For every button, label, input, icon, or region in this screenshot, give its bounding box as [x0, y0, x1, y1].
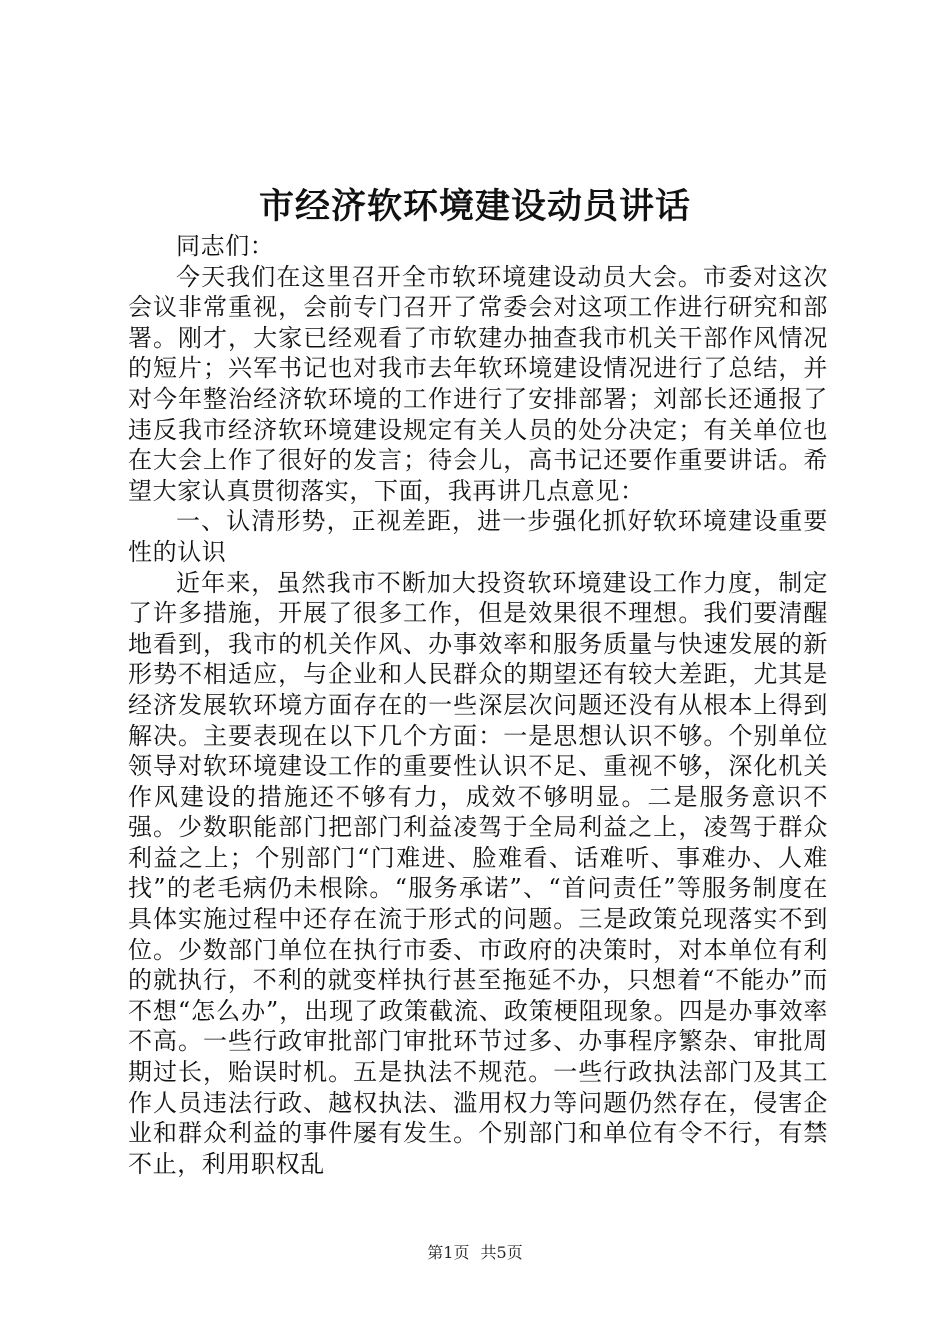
page-number: 第1页: [427, 1243, 470, 1262]
page-total: 共5页: [480, 1243, 523, 1262]
body-paragraph: 近年来，虽然我市不断加大投资软环境建设工作力度，制定了许多措施，开展了很多工作，但是效果很不理想。我们要清醒地看到，我市的机关作风、办事效率和服务质量与快速发展的新形势不相适应，与企业和人民群众的期望还有较大差距，尤其是经济发展软环境方面存在的一些深层次问题还没有从根本上得到解决。主要表现在以下几个方面：一是思想认识不够。个别单位领导对软环境建设工作的重要性认识不足、重视不够，深化机关作风建设的措施还不够有力，成效不够明显。二是服务意识不强。少数职能部门把部门利益凌驾于全局利益之上，凌驾于群众利益之上；个别部门“门难进、脸难看、话难听、事难办、人难找”的老毛病仍未根除。“服务承诺”、“首问责任”等服务制度在具体实施过程中还存在流于形式的问题。三是政策兑现落实不到位。少数部门单位在执行市委、市政府的决策时，对本单位有利的就执行，不利的就变样执行甚至拖延不办，只想着“不能办”而不想“怎么办”，出现了政策截流、政策梗阻现象。四是办事效率不高。一些行政审批部门审批环节过多、办事程序繁杂、审批周期过长，贻误时机。五是执法不规范。一些行政执法部门及其工作人员违法行政、越权执法、滥用权力等问题仍然存在，侵害企业和群众利益的事件屡有发生。个别部门和单位有令不行，有禁不止，利用职权乱: [128, 568, 828, 1178]
section-heading-1: 一、认清形势，正视差距，进一步强化抓好软环境建设重要性的认识: [128, 507, 828, 566]
page-footer: [0, 1242, 950, 1264]
salutation-paragraph: 同志们：: [176, 232, 275, 260]
opening-paragraph: 今天我们在这里召开全市软环境建设动员大会。市委对这次会议非常重视，会前专门召开了常委会对这项工作进行研究和部署。刚才，大家已经观看了市软建办抽查我市机关干部作风情况的短片；兴军书记也对我市去年软环境建设情况进行了总结，并对今年整治经济软环境的工作进行了安排部署；刘部长还通报了违反我市经济软环境建设规定有关人员的处分决定；有关单位也在大会上作了很好的发言；待会儿，高书记还要作重要讲话。希望大家认真贯彻落实，下面，我再讲几点意见：: [128, 262, 828, 505]
document-body: [128, 231, 828, 1179]
document-title: 市经济软环境建设动员讲话: [258, 186, 691, 227]
